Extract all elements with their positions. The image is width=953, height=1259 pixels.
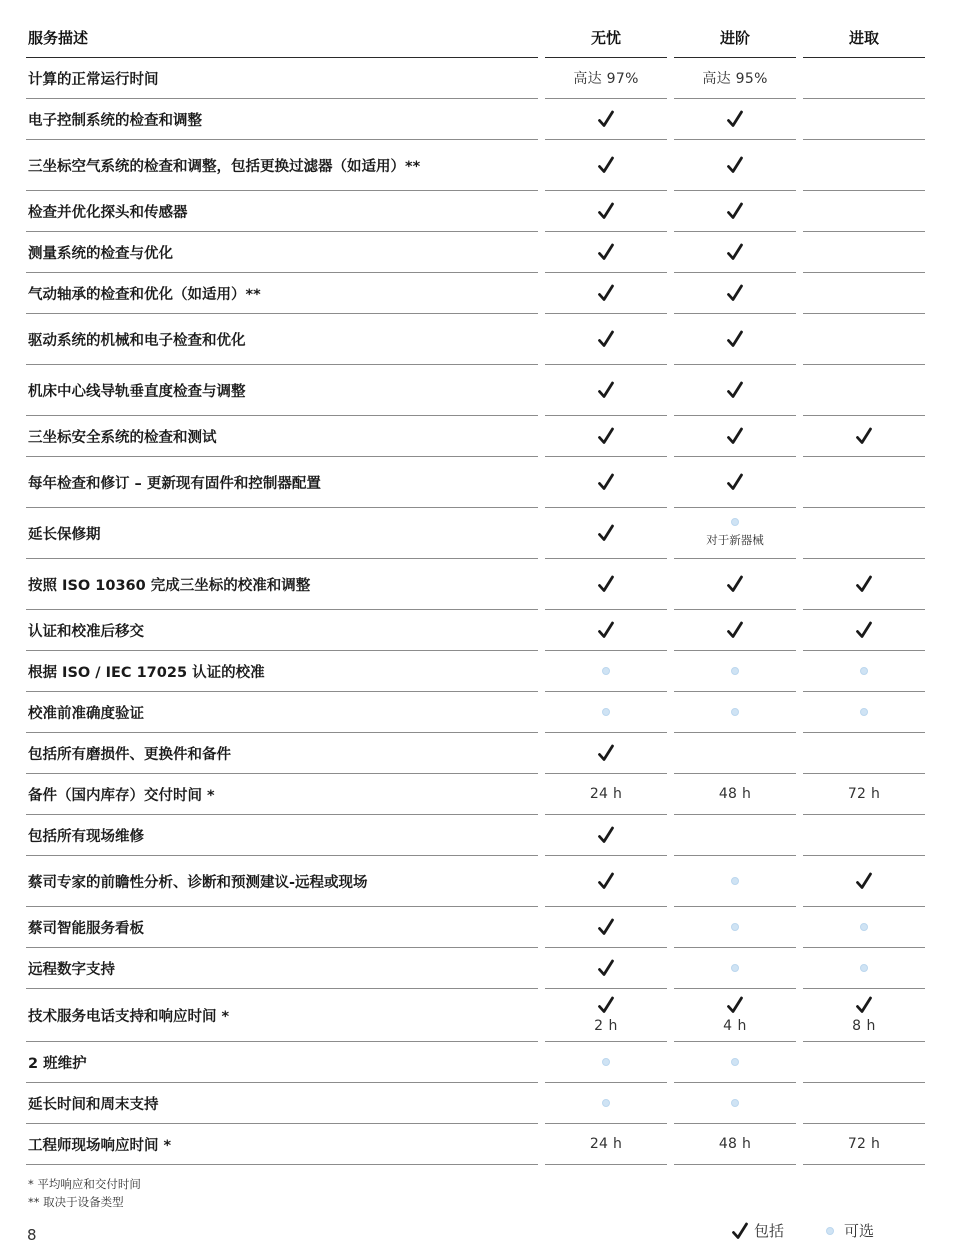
cell-value: 72 h: [847, 786, 881, 802]
service-label: 驱动系统的机械和电子检查和优化: [26, 314, 538, 365]
plan-cell: [803, 140, 925, 191]
check-icon: [598, 918, 614, 936]
plan-cell: [803, 457, 925, 508]
plan-cell: [674, 508, 796, 559]
plan-cell: [545, 948, 667, 989]
plan-cell: [674, 1083, 796, 1124]
legend: [732, 1220, 874, 1241]
check-icon: [598, 621, 614, 639]
table-row: [26, 416, 926, 457]
service-label: 三坐标安全系统的检查和测试: [26, 416, 538, 457]
table-row: [26, 191, 926, 232]
check-icon: [727, 202, 743, 220]
plan-cell: [674, 692, 796, 733]
table-row: [26, 559, 926, 610]
plan-cell: [674, 58, 796, 99]
plan-cell: [803, 559, 925, 610]
plan-cell: [803, 856, 925, 907]
optional-dot-icon: [602, 667, 610, 675]
service-label: 测量系统的检查与优化: [26, 232, 538, 273]
response-time-value: 8 h: [852, 1018, 876, 1034]
check-icon: [598, 110, 614, 128]
optional-dot-icon: [731, 964, 739, 972]
table-row: [26, 508, 926, 559]
table-row: [26, 140, 926, 191]
plan-cell: [674, 948, 796, 989]
check-icon: [598, 427, 614, 445]
table-row: [26, 58, 926, 99]
plan-cell: [545, 314, 667, 365]
plan-cell: [545, 1042, 667, 1083]
check-icon: [727, 110, 743, 128]
plan-cell: [545, 692, 667, 733]
optional-dot-icon: [731, 923, 739, 931]
plan-cell: [803, 610, 925, 651]
legend-included-label: 包括: [754, 1222, 785, 1240]
service-label: 计算的正常运行时间: [26, 58, 538, 99]
plan-cell: [803, 651, 925, 692]
plan-cell: [674, 416, 796, 457]
plan-cell: [803, 416, 925, 457]
service-label: 蔡司智能服务看板: [26, 907, 538, 948]
service-label: 气动轴承的检查和优化（如适用）**: [26, 273, 538, 314]
plan-cell: [803, 948, 925, 989]
check-icon: [598, 330, 614, 348]
service-label: 根据 ISO / IEC 17025 认证的校准: [26, 651, 538, 692]
optional-dot-icon: [860, 923, 868, 931]
service-label: 认证和校准后移交: [26, 610, 538, 651]
table-row: [26, 232, 926, 273]
plan-cell: [545, 733, 667, 774]
service-comparison-table: [26, 18, 926, 1165]
check-icon: [598, 284, 614, 302]
service-label: 远程数字支持: [26, 948, 538, 989]
plan-cell: [674, 99, 796, 140]
table-row: [26, 989, 926, 1042]
service-description-header: 服务描述: [26, 18, 538, 58]
legend-optional-label: 可选: [844, 1222, 875, 1240]
plan-cell: [674, 856, 796, 907]
plan-cell: [803, 508, 925, 559]
table-row: [26, 365, 926, 416]
footnote-response-time: * 平均响应和交付时间: [28, 1177, 141, 1191]
check-icon: [598, 156, 614, 174]
check-icon: [856, 427, 872, 445]
service-label: 校准前准确度验证: [26, 692, 538, 733]
table-header-row: [26, 18, 926, 58]
check-icon: [598, 575, 614, 593]
response-time-value: 4 h: [723, 1018, 747, 1034]
plan-cell: [545, 907, 667, 948]
table-row: [26, 774, 926, 815]
plan-cell: [674, 457, 796, 508]
plan-cell: [803, 733, 925, 774]
plan-cell: [545, 416, 667, 457]
check-icon: [727, 381, 743, 399]
plan-cell: [674, 774, 796, 815]
optional-dot-icon: [602, 1058, 610, 1066]
table-row: [26, 314, 926, 365]
plan-cell: [545, 273, 667, 314]
plan-cell: [674, 651, 796, 692]
plan-cell: [803, 99, 925, 140]
service-label: 包括所有现场维修: [26, 815, 538, 856]
table-row: [26, 273, 926, 314]
plan-cell: [803, 58, 925, 99]
check-icon: [856, 621, 872, 639]
plan-cell: [803, 232, 925, 273]
optional-dot-icon: [602, 1099, 610, 1107]
service-label: 2 班维护: [26, 1042, 538, 1083]
plan-cell: [545, 191, 667, 232]
check-icon: [598, 243, 614, 261]
table-row: [26, 1042, 926, 1083]
service-label: 蔡司专家的前瞻性分析、诊断和预测建议-远程或现场: [26, 856, 538, 907]
plan-cell: [803, 191, 925, 232]
plan-cell: [803, 273, 925, 314]
table-row: [26, 733, 926, 774]
optional-dot-icon: [731, 877, 739, 885]
optional-dot-icon: [731, 667, 739, 675]
check-icon: [598, 872, 614, 890]
check-icon: [598, 473, 614, 491]
check-icon: [727, 427, 743, 445]
check-icon: [598, 202, 614, 220]
plan-cell: [674, 1042, 796, 1083]
optional-dot-icon: [602, 708, 610, 716]
table-row: [26, 457, 926, 508]
service-label: 三坐标空气系统的检查和调整，包括更换过滤器（如适用）**: [26, 140, 538, 191]
check-icon: [598, 996, 614, 1014]
service-label: 包括所有磨损件、更换件和备件: [26, 733, 538, 774]
plan-cell: [674, 314, 796, 365]
cell-value: 24 h: [589, 1136, 623, 1152]
check-icon: [727, 996, 743, 1014]
plan-cell: [545, 99, 667, 140]
cell-value: 24 h: [589, 786, 623, 802]
table-row: [26, 1083, 926, 1124]
plan-cell: [803, 815, 925, 856]
cell-value: 48 h: [718, 1136, 752, 1152]
check-icon: [727, 156, 743, 174]
plan-cell: [803, 314, 925, 365]
table-row: [26, 651, 926, 692]
service-label: 机床中心线导轨垂直度检查与调整: [26, 365, 538, 416]
table-row: [26, 907, 926, 948]
plan-cell: [674, 907, 796, 948]
table-body: [26, 58, 926, 1165]
plan-cell: [674, 191, 796, 232]
footnotes: [28, 1175, 141, 1211]
check-icon: [598, 744, 614, 762]
cell-value: 48 h: [718, 786, 752, 802]
check-icon: [598, 826, 614, 844]
plan-cell: [803, 774, 925, 815]
check-icon: [598, 524, 614, 542]
plan-cell: [803, 1124, 925, 1165]
plan-cell: [803, 1083, 925, 1124]
plan-cell: [803, 1042, 925, 1083]
optional-dot-icon: [731, 1058, 739, 1066]
plan-cell: [545, 457, 667, 508]
service-label: 按照 ISO 10360 完成三坐标的校准和调整: [26, 559, 538, 610]
optional-dot-icon: [731, 708, 739, 716]
service-label: 工程师现场响应时间 *: [26, 1124, 538, 1165]
plan-cell: [803, 365, 925, 416]
check-icon: [856, 872, 872, 890]
table-row: [26, 948, 926, 989]
optional-dot-icon: [860, 708, 868, 716]
plan-cell: [545, 774, 667, 815]
plan-header-jinjie: 进阶: [674, 18, 796, 58]
plan-cell: [674, 273, 796, 314]
plan-cell: [803, 692, 925, 733]
plan-cell: [545, 232, 667, 273]
plan-cell: [545, 508, 667, 559]
plan-cell: [674, 733, 796, 774]
plan-cell: [545, 610, 667, 651]
plan-cell: [674, 140, 796, 191]
optional-dot-icon: [731, 1099, 739, 1107]
plan-cell: [545, 365, 667, 416]
cell-value: 72 h: [847, 1136, 881, 1152]
plan-header-wuyou: 无忧: [545, 18, 667, 58]
plan-cell: [674, 365, 796, 416]
table-row: [26, 99, 926, 140]
plan-cell: [545, 815, 667, 856]
page-number: 8: [27, 1226, 37, 1244]
check-icon: [727, 621, 743, 639]
service-label: 延长保修期: [26, 508, 538, 559]
table-row: [26, 692, 926, 733]
plan-cell: [545, 1124, 667, 1165]
plan-header-jinqu: 进取: [803, 18, 925, 58]
plan-cell: [545, 559, 667, 610]
plan-cell: [545, 856, 667, 907]
service-label: 检查并优化探头和传感器: [26, 191, 538, 232]
check-icon: [727, 284, 743, 302]
plan-cell: [674, 559, 796, 610]
plan-cell: [545, 140, 667, 191]
cell-value: 高达 95%: [702, 71, 768, 87]
service-label: 备件（国内库存）交付时间 *: [26, 774, 538, 815]
response-time-value: 2 h: [594, 1018, 618, 1034]
table-row: [26, 815, 926, 856]
table-row: [26, 1124, 926, 1165]
service-label: 延长时间和周末支持: [26, 1083, 538, 1124]
plan-cell: [674, 610, 796, 651]
check-icon: [598, 959, 614, 977]
plan-cell: [545, 651, 667, 692]
service-label: 每年检查和修订 – 更新现有固件和控制器配置: [26, 457, 538, 508]
plan-cell: [674, 1124, 796, 1165]
check-icon: [732, 1222, 748, 1240]
cell-note: 对于新器械: [706, 533, 764, 547]
check-icon: [727, 330, 743, 348]
check-icon: [856, 575, 872, 593]
service-label: 技术服务电话支持和响应时间 *: [26, 989, 538, 1042]
plan-cell: [545, 58, 667, 99]
check-icon: [727, 243, 743, 261]
check-icon: [727, 575, 743, 593]
check-icon: [727, 473, 743, 491]
check-icon: [598, 381, 614, 399]
table-row: [26, 610, 926, 651]
plan-cell: [545, 1083, 667, 1124]
plan-cell: [674, 989, 796, 1042]
optional-dot-icon: [860, 667, 868, 675]
optional-dot-icon: [860, 964, 868, 972]
check-icon: [856, 996, 872, 1014]
plan-cell: [674, 232, 796, 273]
optional-dot-icon: [731, 518, 739, 526]
plan-cell: [674, 815, 796, 856]
cell-value: 高达 97%: [573, 71, 639, 87]
optional-dot-icon: [826, 1227, 834, 1235]
table-row: [26, 856, 926, 907]
service-label: 电子控制系统的检查和调整: [26, 99, 538, 140]
footnote-device-type: ** 取决于设备类型: [28, 1195, 124, 1209]
plan-cell: [545, 989, 667, 1042]
plan-cell: [803, 989, 925, 1042]
plan-cell: [803, 907, 925, 948]
